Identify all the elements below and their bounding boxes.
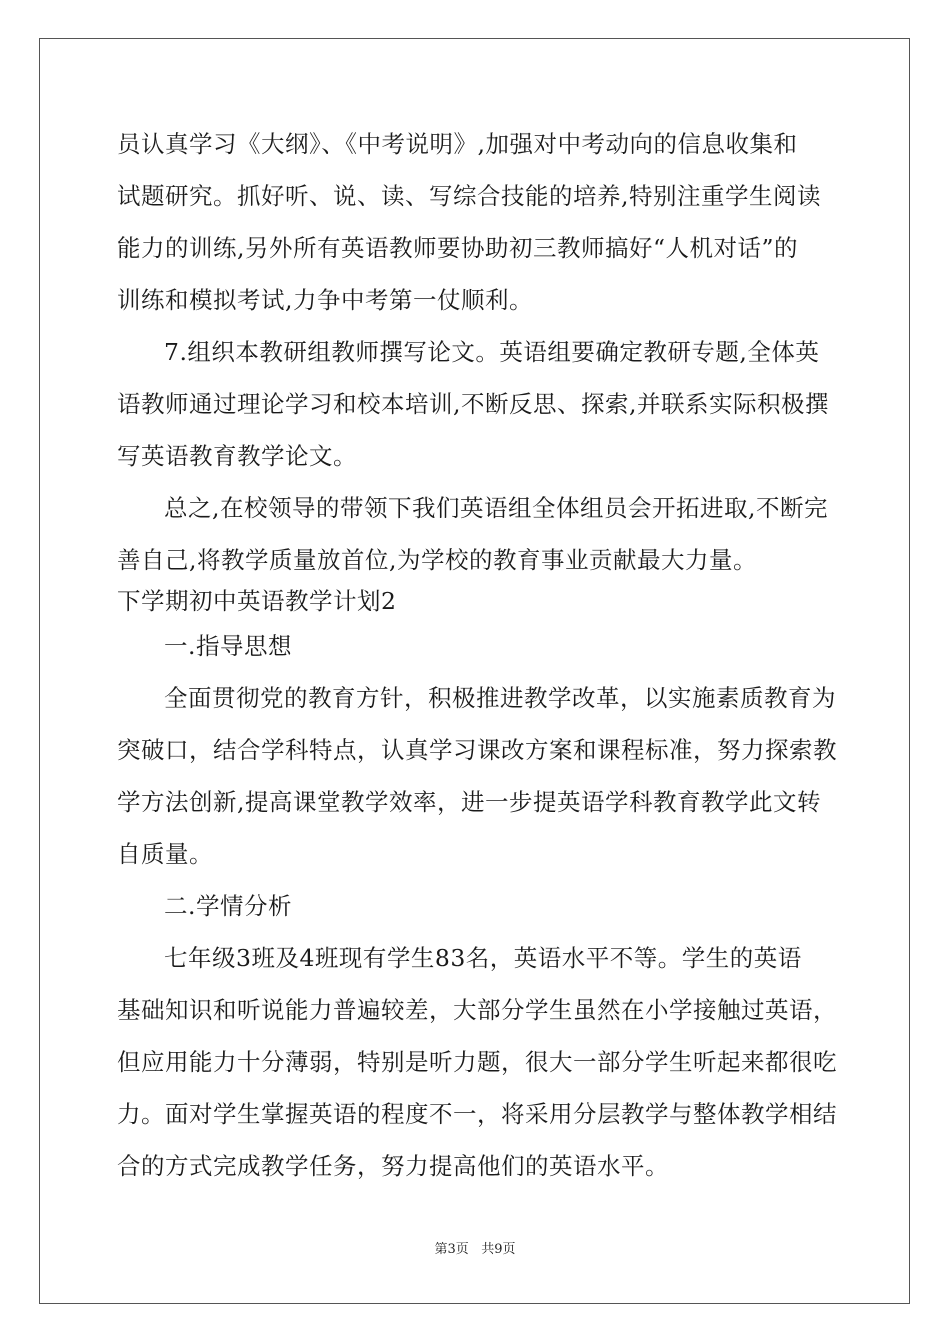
paragraph-line: 员认真学习《大纲》、《中考说明》,加强对中考动向的信息收集和 (117, 130, 798, 158)
section-heading: 二.学情分析 (164, 892, 292, 920)
paragraph-line: 全面贯彻党的教育方针，积极推进教学改革，以实施素质教育为 (164, 684, 836, 712)
paragraph-line: 善自己,将教学质量放首位,为学校的教育事业贡献最大力量。 (117, 546, 757, 574)
paragraph-line: 七年级3班及4班现有学生83名，英语水平不等。学生的英语 (164, 944, 802, 972)
paragraph-line: 基础知识和听说能力普遍较差，大部分学生虽然在小学接触过英语， (117, 996, 837, 1024)
paragraph-line: 试题研究。抓好听、说、读、写综合技能的培养,特别注重学生阅读 (117, 182, 821, 210)
paragraph-line: 自质量。 (117, 840, 213, 868)
paragraph-line: 语教师通过理论学习和校本培训,不断反思、探索,并联系实际积极撰 (117, 390, 829, 418)
paragraph-line: 写英语教育教学论文。 (117, 442, 357, 470)
paragraph-line: 学方法创新,提高课堂教学效率，进一步提英语学科教育教学此文转 (117, 788, 821, 816)
section-title: 下学期初中英语教学计划2 (117, 587, 397, 615)
page-number: 第3页 (434, 1242, 469, 1257)
page-total: 共9页 (481, 1242, 516, 1257)
paragraph-line: 能力的训练,另外所有英语教师要协助初三教师搞好“人机对话”的 (117, 234, 798, 262)
paragraph-line: 力。面对学生掌握英语的程度不一，将采用分层教学与整体教学相结 (117, 1100, 837, 1128)
paragraph-line: 突破口，结合学科特点，认真学习课改方案和课程标准，努力探索教 (117, 736, 837, 764)
paragraph-line: 训练和模拟考试,力争中考第一仗顺利。 (117, 286, 533, 314)
section-heading: 一.指导思想 (164, 632, 292, 660)
paragraph-line: 但应用能力十分薄弱，特别是听力题，很大一部分学生听起来都很吃 (117, 1048, 837, 1076)
page-footer (0, 1241, 950, 1259)
paragraph-line: 7.组织本教研组教师撰写论文。英语组要确定教研专题,全体英 (164, 338, 820, 366)
paragraph-line: 总之,在校领导的带领下我们英语组全体组员会开拓进取,不断完 (164, 494, 828, 522)
paragraph-line: 合的方式完成教学任务，努力提高他们的英语水平。 (117, 1152, 669, 1180)
